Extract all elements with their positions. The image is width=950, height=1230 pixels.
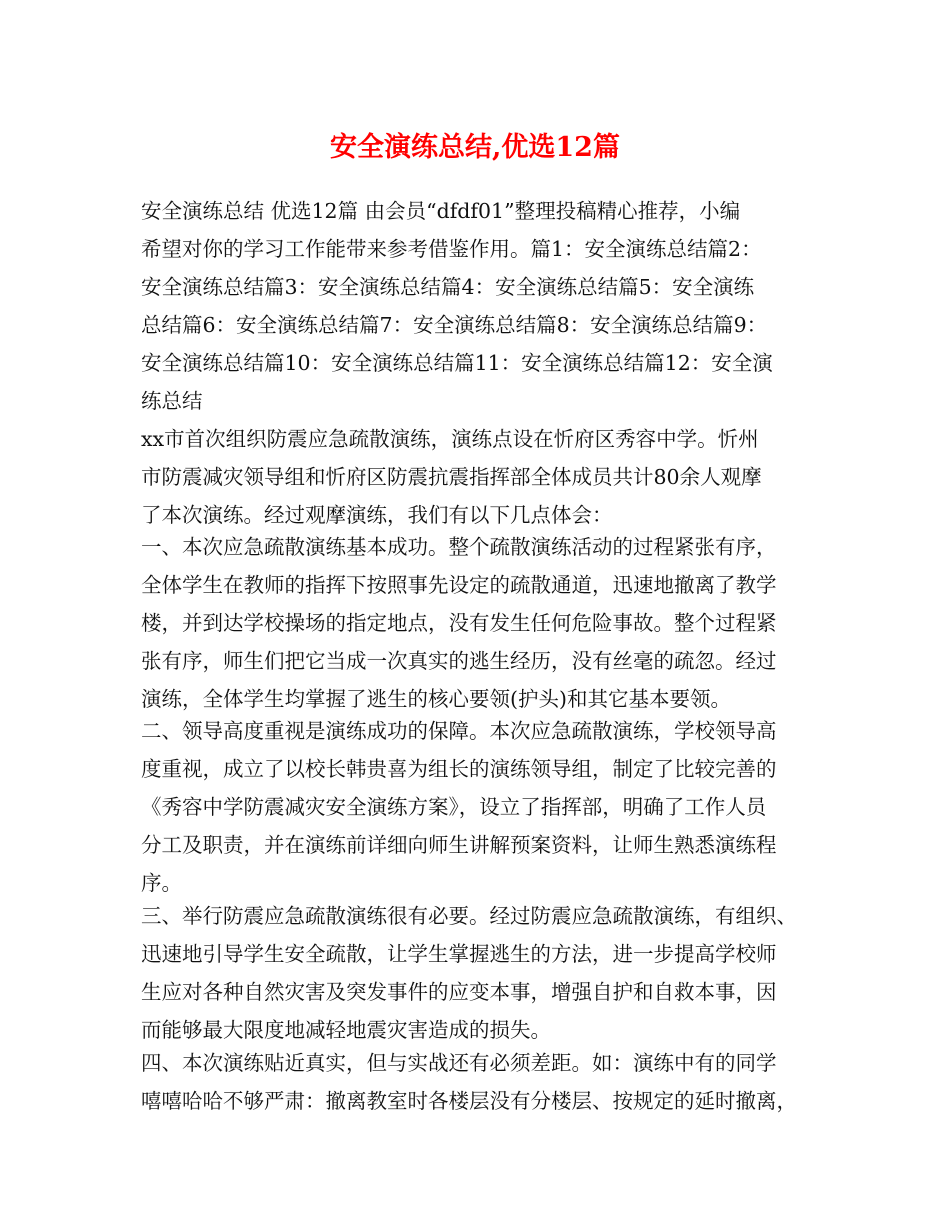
body-line-3: 安全演练总结篇3：安全演练总结篇4：安全演练总结篇5：安全演练 [141, 275, 755, 299]
body-line-8: 市防震减灾领导组和忻府区防震抗震指挥部全体成员共计80余人观摩 [141, 465, 762, 489]
body-line-23: 而能够最大限度地减轻地震灾害造成的损失。 [141, 1018, 551, 1042]
body-line-18: 分工及职责，并在演练前详细向师生讲解预案资料，让师生熟悉演练程 [141, 833, 777, 857]
body-line-10: 一、本次应急疏散演练基本成功。整个疏散演练活动的过程紧张有序， [141, 535, 777, 559]
body-line-12: 楼，并到达学校操场的指定地点，没有发生任何危险事故。整个过程紧 [141, 611, 777, 635]
body-line-4: 总结篇6：安全演练总结篇7：安全演练总结篇8：安全演练总结篇9： [141, 313, 768, 337]
body-line-15: 二、领导高度重视是演练成功的保障。本次应急疏散演练，学校领导高 [141, 719, 777, 743]
document-title: 安全演练总结,优选12篇 [330, 132, 620, 163]
body-line-25: 嘻嘻哈哈不够严肃：撤离教室时各楼层没有分楼层、按规定的延时撤离， [141, 1089, 797, 1113]
body-line-19: 序。 [141, 871, 182, 895]
body-line-17: 《秀容中学防震减灾安全演练方案》，设立了指挥部，明确了工作人员 [141, 795, 767, 819]
body-line-6: 练总结 [141, 389, 203, 413]
body-line-5: 安全演练总结篇10：安全演练总结篇11：安全演练总结篇12：安全演 [141, 351, 773, 375]
body-line-20: 三、举行防震应急疏散演练很有必要。经过防震应急疏散演练，有组织、 [141, 904, 797, 928]
body-line-2: 希望对你的学习工作能带来参考借鉴作用。篇1：安全演练总结篇2： [141, 237, 762, 261]
body-line-9: 了本次演练。经过观摩演练，我们有以下几点体会： [141, 503, 613, 527]
body-line-24: 四、本次演练贴近真实，但与实战还有必须差距。如：演练中有的同学 [141, 1051, 777, 1075]
body-line-1: 安全演练总结 优选12篇 由会员“dfdf01”整理投稿精心推荐，小编 [141, 199, 741, 223]
body-line-16: 度重视，成立了以校长韩贵喜为组长的演练领导组，制定了比较完善的 [141, 757, 777, 781]
body-line-7: xx市首次组织防震应急疏散演练，演练点设在忻府区秀容中学。忻州 [141, 427, 759, 451]
body-line-21: 迅速地引导学生安全疏散，让学生掌握逃生的方法，进一步提高学校师 [141, 942, 777, 966]
body-line-13: 张有序，师生们把它当成一次真实的逃生经历，没有丝毫的疏忽。经过 [141, 649, 777, 673]
body-line-22: 生应对各种自然灾害及突发事件的应变本事，增强自护和自救本事，因 [141, 980, 777, 1004]
body-line-14: 演练，全体学生均掌握了逃生的核心要领(护头)和其它基本要领。 [141, 687, 731, 711]
body-line-11: 全体学生在教师的指挥下按照事先设定的疏散通道，迅速地撤离了教学 [141, 573, 777, 597]
